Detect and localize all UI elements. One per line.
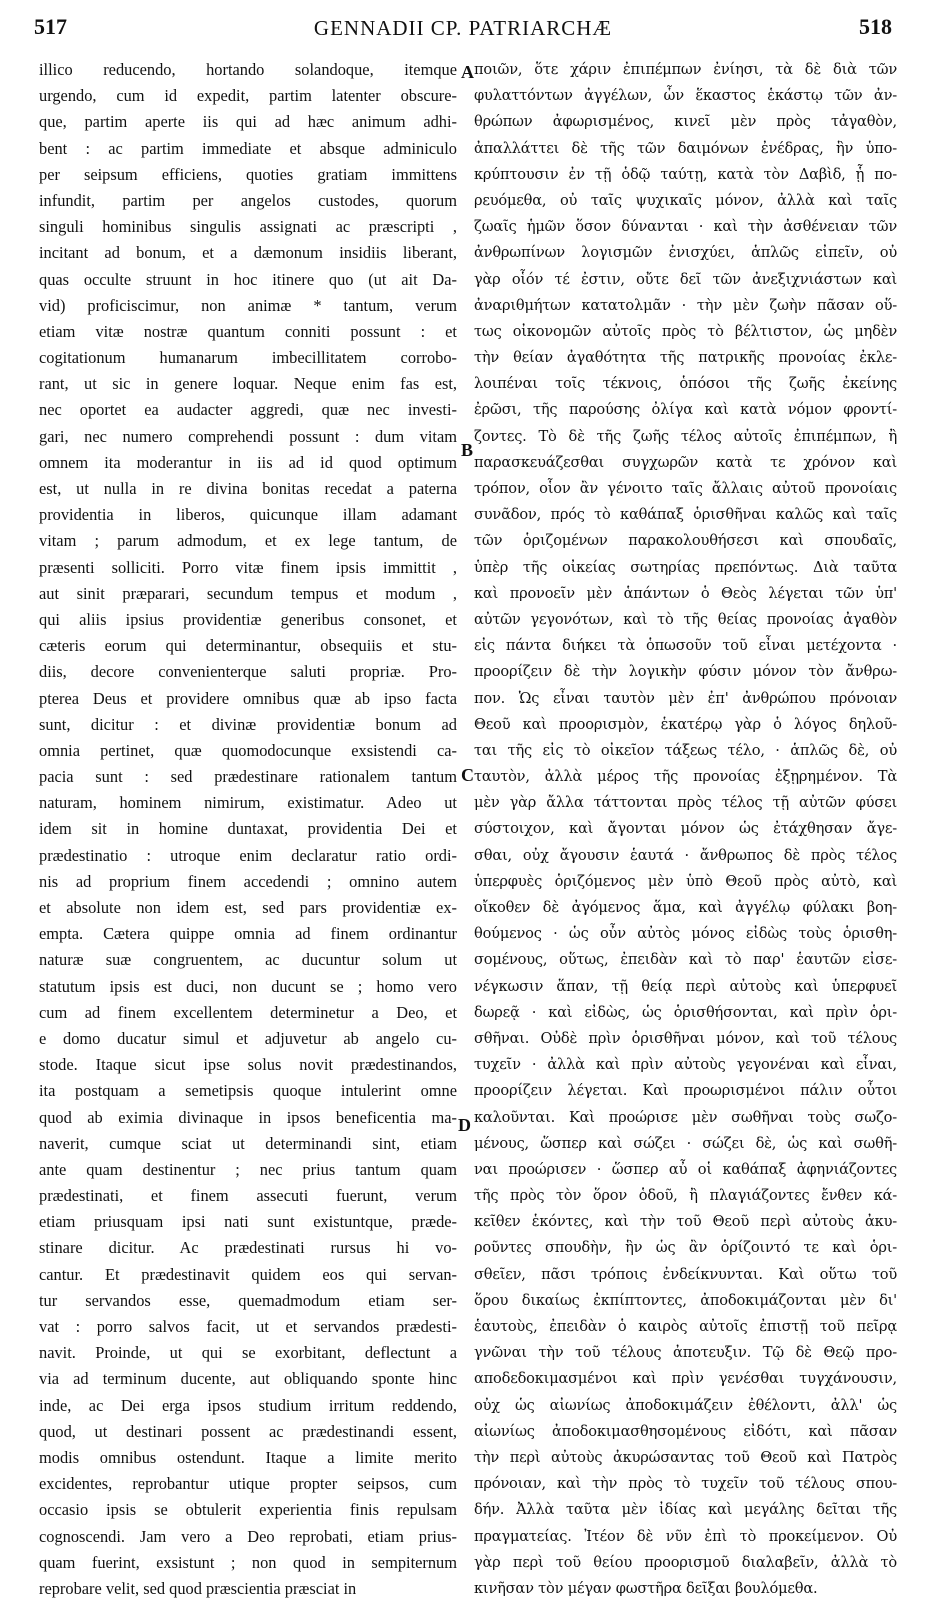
greek-column xyxy=(474,57,897,1602)
latin-text-line: ita postquam a semetipsis quoque intulerint omne xyxy=(39,1081,457,1101)
greek-text-line: ἀναριθμήτων κατατολμᾶν · τὴν μὲν ζωὴν πᾶσαν οὕ- xyxy=(474,296,897,314)
latin-text-line: est, ut nulla in re divina bonitas recedat a paterna xyxy=(39,479,457,498)
latin-text-line: cæteris eorum qui determinantur, obsequiis et stu- xyxy=(39,636,457,656)
latin-text-line: cum ad finem excellentem determinetur a Deo, et xyxy=(39,1002,457,1022)
latin-text-line: naturæ suæ congruentem, ac ducuntur solum ut xyxy=(39,950,457,970)
latin-text-line: rant, ut sic in genere loquar. Neque enim fas est, xyxy=(39,374,457,394)
latin-text-line: occasio ipsis se obtulerit experientia finis repulsam xyxy=(39,1500,457,1520)
left-page-number: 517 xyxy=(34,14,67,39)
greek-text-line: ποιῶν, ὅτε χάριν ἐπιπέμπων ἐνίησι, τὰ δὲ διὰ τῶν xyxy=(474,61,897,78)
latin-text-line: quam fuerint, exsistunt ; non quod in sempiternum xyxy=(39,1552,457,1572)
latin-text-line: pacia sunt : sed prædestinare rationalem tantum xyxy=(39,767,457,787)
latin-text-line: nec oportet ea audacter aggredi, quæ nec investi- xyxy=(39,400,457,420)
greek-text-line: μένους, ὥσπερ καὶ σώζει · σώζει δὲ, ὡς καὶ σωθῆ- xyxy=(474,1134,897,1152)
latin-text-line: pterea Deus et providere omnibus quæ ab ipso facta xyxy=(39,688,457,708)
greek-text-line: ρευόμεθα, οὐ ταῖς ψυχικαῖς μόνον, ἀλλὰ καὶ ταῖς xyxy=(474,191,897,209)
greek-text-line: ὑπὲρ τῆς οἰκείας σωτηρίας πρεπόντως. Διὰ ταῦτα xyxy=(474,558,897,576)
greek-text-line: γὰρ περὶ τοῦ θείου προορισμοῦ διαλαβεῖν, ἀλλὰ τὸ xyxy=(474,1553,897,1571)
latin-text-line: vitam ; parum admodum, et ex lege tantum, de xyxy=(39,531,457,551)
greek-text-line: θρώπων ἀφωρισμένος, κινεῖ μὲν πρὸς τἀγαθὸν, xyxy=(474,113,897,131)
latin-text-line: nis ad proprium finem accedendi ; omnino autem xyxy=(39,871,457,891)
greek-text-line: τως οἰκονομῶν αὐτοῖς πρὸς τὸ βέλτιστον, ὡς μηδὲν xyxy=(474,322,897,340)
greek-text-line: ἀπαλλάττει δὲ τῆς τῶν δαιμόνων ἐνέδρας, ἣν ὑπο- xyxy=(474,139,897,157)
latin-text-line: gari, nec numero comprehendi possunt : dum vitam xyxy=(39,426,457,446)
latin-text-line: prædestinatio : utroque enim declaratur ratio ordi- xyxy=(39,845,457,865)
greek-text-line: σύστοιχον, καὶ ἄγονται μόνον ὡς ἐτάχθησαν ἄγε- xyxy=(474,820,897,838)
greek-text-line: Θεοῦ καὶ προορισμὸν, ἑκατέρῳ γὰρ ὁ λόγος δηλοῦ- xyxy=(474,715,897,733)
greek-text-line: γνῶναι τὴν τοῦ τέλους ἀποτευξιν. Τῷ δὲ Θεῷ προ- xyxy=(474,1344,897,1362)
latin-text-line: etiam vitæ nostræ quantum conniti possunt : et xyxy=(39,321,457,341)
latin-text-line: singuli hominibus singulis assignati ac præscripti , xyxy=(39,217,457,237)
greek-text-line: φυλαττόντων ἀγγέλων, ὧν ἕκαστος ἑκάστῳ τῶν ἀν- xyxy=(474,87,897,105)
latin-text-line: illico reducendo, hortando solandoque, itemque xyxy=(39,60,457,79)
greek-text-line: συνᾶδον, πρός τὸ καθάπαξ ὁρισθῆναι καλῶς καὶ ταῖς xyxy=(474,506,897,524)
greek-text-line: ἀνθρωπίνων λογισμῶν ἐνισχύει, ἁπλῶς εἰπεῖν, οὐ xyxy=(474,244,897,262)
greek-text-line: παρασκευάζεσθαι συγχωρῶν κατὰ τε χρόνον καὶ xyxy=(474,453,897,471)
greek-text-line: τυχεῖν · ἀλλὰ καὶ πρὶν αὐτοὺς γεγονέναι καὶ εἶναι, xyxy=(474,1056,897,1074)
latin-text-line: stode. Itaque sicut ipse solus novit prædestinandos, xyxy=(39,1055,457,1075)
latin-text-line: infundit, partim per angelos custodes, quorum xyxy=(39,190,457,210)
greek-text-line: καλοῦνται. Καὶ προώρισε μὲν σωθῆναι τοὺς σωζο- xyxy=(474,1108,897,1126)
greek-text-line: θούμενος · ὡς οὖν αὐτὸς μόνος εἰδὼς τοὺς ὁρισθη- xyxy=(474,925,897,943)
greek-text-line: λοιπέναι τοῖς τέκνοις, ὁπόσοι τῆς ζωῆς ἐκείνης xyxy=(474,375,897,393)
latin-text-line: providentia in liberos, quicunque illam adamant xyxy=(39,505,457,525)
greek-text-line: ζωαῖς ἡμῶν ὅσον δύνανται · καὶ τὴν ἀσθένειαν τῶν xyxy=(474,218,897,236)
greek-text-line: τὴν περὶ αὐτοὺς ἀκυρώσαντας τοῦ Θεοῦ καὶ Πατρὸς xyxy=(474,1448,897,1466)
greek-text-line: προορίζειν λέγεται. Καὶ προωρισμένοι πάλιν οὗτοι xyxy=(474,1082,897,1100)
greek-text-line: τῶν ὁριζομένων παρακολουθήσεσι καὶ σπουδαῖς, xyxy=(474,532,897,550)
greek-text-line: κινῆσαν τὸν μέγαν φωστῆρα δεῖξαι βουλόμεθα. xyxy=(474,1579,818,1597)
latin-text-line: qui aliis ipsius providentiæ generibus consonet, et xyxy=(39,609,457,629)
page-header xyxy=(34,14,892,44)
greek-text-line: νέγκωσιν ἅπαν, τῇ θείᾳ περὶ αὐτοὺς καὶ ὑπερφυεῖ xyxy=(474,977,897,995)
greek-text-line: κρύπτουσιν ἐν τῇ ὁδῷ ταύτῃ, κατὰ τὸν Δαβὶδ, ᾗ πο- xyxy=(474,165,897,183)
greek-text-line: μὲν γὰρ ἄλλα τάττονται πρὸς τέλος τῇ αὐτῶν φύσει xyxy=(474,794,897,812)
greek-text-line: ροῦντες σπουδὴν, ἣν ὡς ἂν ὁρίζοιντό τε καὶ ὁρι- xyxy=(474,1239,897,1257)
latin-text-line: omnia pertinet, quæ quomodocunque exsistendi ca- xyxy=(39,740,457,760)
latin-text-line: et absolute non idem est, sed pars providentiæ ex- xyxy=(39,898,457,917)
greek-text-line: ναι προώρισεν · ὥσπερ αὖ οἱ καθάπαξ ἀφηνιάζοντες xyxy=(474,1160,897,1178)
greek-text-line: οὐχ ὡς αἰωνίως ἀποδοκιμάζειν ἐθέλοντι, ἀλλ' ὡς xyxy=(474,1396,897,1414)
greek-text-line: πρόνοιαν, καὶ τὴν πρὸς τὸ τυχεῖν τοῦ τέλους σπου- xyxy=(474,1475,897,1493)
latin-text-line: inde, ac Dei erga ipsos studium irritum reddendo, xyxy=(39,1395,457,1415)
greek-text-line: προορίζειν δὲ τὴν λογικὴν φύσιν μόνον τὸν ἄνθρω- xyxy=(474,663,897,681)
section-marker-b: B xyxy=(461,440,474,460)
latin-text-line: cantur. Et prædestinavit quidem eos qui servan- xyxy=(39,1264,457,1284)
greek-text-line: ἐρῶσι, τῆς παρούσης ὀλίγα καὶ κατὰ νόμον φροντί- xyxy=(474,401,897,419)
greek-text-line: δωρεᾷ · καὶ εἰδὼς, ὡς ὁρισθήσονται, καὶ πρὶν ὁρι- xyxy=(474,1003,897,1021)
latin-text-line: idem sit in homine duntaxat, providentia Dei et xyxy=(39,819,457,839)
greek-text-line: τὴν θείαν ἀγαθότητα τῆς πατρικῆς προνοίας ἐκλε- xyxy=(474,349,897,367)
latin-text-line: stinare dicitur. Ac prædestinati rursus hi vo- xyxy=(39,1238,457,1258)
latin-text-line: quod, ut destinari possent ac prædestinandi essent, xyxy=(39,1421,457,1441)
latin-text-line: diis, decore convenienterque saluti propriæ. Pro- xyxy=(39,662,457,682)
greek-text-line: σθεῖεν, πᾶσι τρόποις ἐνδείκνυνται. Καὶ οὕτω τοῦ xyxy=(474,1265,897,1283)
greek-text-line: δήν. Ἀλλὰ ταῦτα μὲν ἰδίας καὶ μεγάλης δεῖται τῆς xyxy=(474,1501,897,1519)
right-page-number: 518 xyxy=(859,14,892,39)
latin-text-line: que, partim aperte iis qui ad hæc animum adhi- xyxy=(39,112,457,132)
latin-text-line: naturam, hominem nimirum, existimatur. Adeo ut xyxy=(39,793,457,813)
latin-text-line: e domo ducatur simul et adjuvetur ab angelo cu- xyxy=(39,1028,457,1048)
latin-column xyxy=(39,57,457,1602)
latin-text-line: bent : ac partim immediate et absque adminiculo xyxy=(39,138,457,158)
latin-text-line: via ad terminum ducente, aut obliquando sponte hinc xyxy=(39,1369,457,1389)
latin-text-line: cognoscendi. Jam vero a Deo reprobati, etiam prius- xyxy=(39,1526,457,1546)
greek-text-line: ται τῆς εἰς τὸ οἰκεῖον τάξεως τέλο, · ἁπλῶς δὲ, οὐ xyxy=(474,741,897,759)
greek-text-line: ὑπερφυὲς ὁριζόμενος μὲν ὑπὸ Θεοῦ πρὸς αὐτὸ, καὶ xyxy=(474,872,897,890)
latin-text-line: quas occulte struunt in hoc itinere quo (ut ait Da- xyxy=(39,269,457,289)
latin-text-line: naverit, cumque sciat ut determinandi sint, etiam xyxy=(39,1133,457,1153)
greek-text-line: σθαι, οὐχ ἄγουσιν ἑαυτά · ἄνθρωπος δὲ πρὸς τέλος xyxy=(474,846,897,864)
greek-text-line: εἰς πάντα διήκει τὰ ὁπωσοῦν τοῦ εἶναι μετέχοντα · xyxy=(474,637,897,655)
greek-text-line: τῆς πρὸς τὸν ὅρον ὁδοῦ, ἢ πλαγιάζοντες ἔνθεν κά- xyxy=(474,1187,897,1205)
greek-text-line: καὶ προνοεῖν μὲν ἁπάντων ὁ Θεὸς λέγεται τῶν ὑπ' xyxy=(474,584,897,602)
latin-text-line: ante quam destinentur ; nec prius tantum quam xyxy=(39,1159,457,1179)
latin-text-line: modis omnibus ostendunt. Itaque a limite merito xyxy=(39,1447,457,1467)
latin-text-line: navit. Proinde, ut qui se exorbitant, deflectunt a xyxy=(39,1343,457,1363)
latin-text-line: omnem ita moderantur in iis ad id quod optimum xyxy=(39,452,457,472)
greek-text-line: σθῆναι. Οὐδὲ πρὶν ὁρισθῆναι μόνον, καὶ τοῦ τέλους xyxy=(474,1029,897,1047)
latin-text-line: præsenti solliciti. Porro vitæ finem ipsis immittit , xyxy=(39,557,457,577)
greek-text-line: ταυτὸν, ἀλλὰ μέρος τῆς προνοίας ἐξῃρημένον. Τὰ xyxy=(474,768,897,786)
greek-text-line: ἑαυτοὺς, ἐπειδὰν ὁ καιρὸς αὐτοῖς ἐπιστῇ τοῦ πεῖρᾳ xyxy=(474,1318,897,1335)
greek-text-line: κεῖθεν ἑκόντες, καὶ τὴν τοῦ Θεοῦ περὶ αὐτοὺς ἀκυ- xyxy=(474,1213,897,1231)
latin-text-line: vat : porro salvos facit, ut et servandos prædesti- xyxy=(39,1317,457,1336)
greek-text-line: ὅρου δικαίως ἐκπίπτοντες, ἀποδοκιμάζονται μὲν δι' xyxy=(474,1291,897,1309)
latin-text-line: excidentes, reprobantur utique propter seipsos, cum xyxy=(39,1474,457,1494)
latin-text-line: tur servandos esse, quemadmodum etiam ser- xyxy=(39,1290,457,1310)
greek-text-line: αὐτῶν γεγονότων, καὶ τὸ τῆς θείας προνοίας ἀγαθὸν xyxy=(474,610,897,628)
latin-text-line: etiam priusquam ipsi nati sunt existuntque, præde- xyxy=(39,1212,457,1232)
latin-text-line: incitant ad bonum, et a dæmonum insidiis liberant, xyxy=(39,243,457,263)
greek-text-line: τρόπον, οἷον ἂν γένοιτο ταῖς ἄλλαις αὐτοῦ προνοίαις xyxy=(474,480,897,497)
section-marker-a: A xyxy=(461,62,474,82)
greek-text-line: πον. Ὡς εἶναι ταυτὸν μὲν ἐπ' ἀνθρώπου πρόνοιαν xyxy=(474,689,897,707)
running-title: GENNADII CP. PATRIARCHÆ xyxy=(313,16,613,40)
greek-text-line: αἰωνίως ἀποδοκιμασθησομένους εἰδότι, καὶ πᾶσαν xyxy=(474,1422,897,1440)
latin-text-line: reprobare velit, sed quod præscientia præsciat in xyxy=(39,1578,357,1598)
greek-text-line: ζοντες. Τὸ δὲ τῆς ζωῆς τέλος αὐτοῖς ἐπιπέμπων, ἢ xyxy=(474,427,897,445)
section-marker-d: D xyxy=(458,1115,471,1135)
latin-text-line: empta. Cætera quippe omnia ad finem ordinantur xyxy=(39,924,457,944)
latin-text-line: statutum ipsis est duci, non ducunt se ; homo vero xyxy=(39,976,457,996)
greek-text-line: σομένους, οὕτως, ἐπειδὰν καὶ τὸ παρ' ἑαυτῶν εἰσε- xyxy=(474,951,897,969)
latin-text-line: prædestinati, et finem assecuti fuerunt, verum xyxy=(39,1186,457,1206)
latin-text-line: vid) proficiscimur, non animæ * tantum, verum xyxy=(39,295,457,315)
latin-text-line: per seipsum efficiens, quoties gratiam immittens xyxy=(39,164,457,184)
section-marker-c: C xyxy=(461,765,474,785)
latin-text-line: quod ab eximia divinaque in ipsos beneficentia ma- xyxy=(39,1107,457,1127)
latin-text-line: cogitationum humanarum imbecillitatem corrobo- xyxy=(39,348,457,368)
latin-text-line: sunt, dicitur : et divinæ providentiæ bonum ad xyxy=(39,714,457,734)
greek-text-line: οἴκοθεν δὲ ἀγόμενος ἅμα, καὶ ἀγγέλῳ φύλακι βοη- xyxy=(474,899,897,916)
greek-text-line: αποδεδοκιμασμένοι καὶ πρὶν γενέσθαι τυγχάνουσιν, xyxy=(474,1370,897,1388)
latin-text-line: urgendo, cum id expedit, partim latenter obscure- xyxy=(39,86,457,106)
latin-text-line: aut sinit præparari, secundum tempus et modum , xyxy=(39,583,457,603)
greek-text-line: πραγματείας. Ἰτέον δὲ νῦν ἐπὶ τὸ προκείμενον. Οὐ xyxy=(474,1527,897,1545)
greek-text-line: γὰρ οἷόν τέ ἐστιν, οὔτε δεῖ τῶν ἀνεξιχνιάστων καὶ xyxy=(474,270,897,288)
